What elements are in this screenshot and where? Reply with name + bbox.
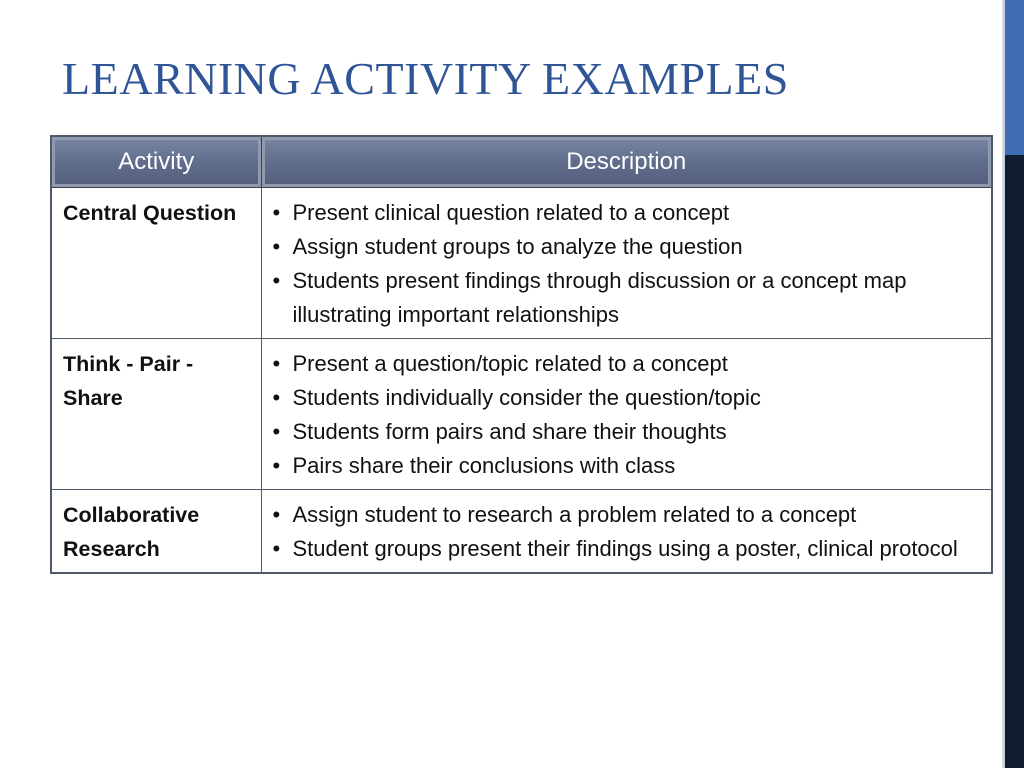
description-cell <box>261 490 992 574</box>
table-row-collaborative-research <box>51 490 992 574</box>
header-activity: Activity <box>51 136 261 188</box>
header-description: Description <box>261 136 992 188</box>
right-accent-bar-top <box>1005 0 1024 155</box>
activity-cell <box>51 339 261 490</box>
description-item: • Students present findings through discussion or a concept map illustrating important relationships <box>293 264 982 332</box>
table-header-row <box>51 136 992 188</box>
activity-name: Central Question <box>63 201 237 225</box>
activity-table-container <box>50 135 991 574</box>
right-accent-bar-bottom <box>1005 155 1024 768</box>
activity-name: Collaborative Research <box>63 503 200 561</box>
description-item: • Assign student groups to analyze the question <box>293 230 982 264</box>
activity-name: Think - Pair - Share <box>63 352 194 410</box>
description-item: • Student groups present their findings using a poster, clinical protocol <box>293 532 982 566</box>
activity-cell <box>51 490 261 574</box>
description-list <box>273 498 982 566</box>
description-item: • Assign student to research a problem related to a concept <box>293 498 982 532</box>
description-list <box>273 347 982 483</box>
description-cell <box>261 188 992 339</box>
slide-title: LEARNING ACTIVITY EXAMPLES <box>62 53 789 104</box>
description-item: • Present a question/topic related to a concept <box>293 347 982 381</box>
activity-cell <box>51 188 261 339</box>
table-row-central-question <box>51 188 992 339</box>
description-item: • Students individually consider the question/topic <box>293 381 982 415</box>
description-item: • Present clinical question related to a concept <box>293 196 982 230</box>
activity-table <box>50 135 993 574</box>
description-item: • Pairs share their conclusions with class <box>293 449 982 483</box>
description-cell <box>261 339 992 490</box>
description-list <box>273 196 982 332</box>
table-row-think-pair-share <box>51 339 992 490</box>
description-item: • Students form pairs and share their thoughts <box>293 415 982 449</box>
